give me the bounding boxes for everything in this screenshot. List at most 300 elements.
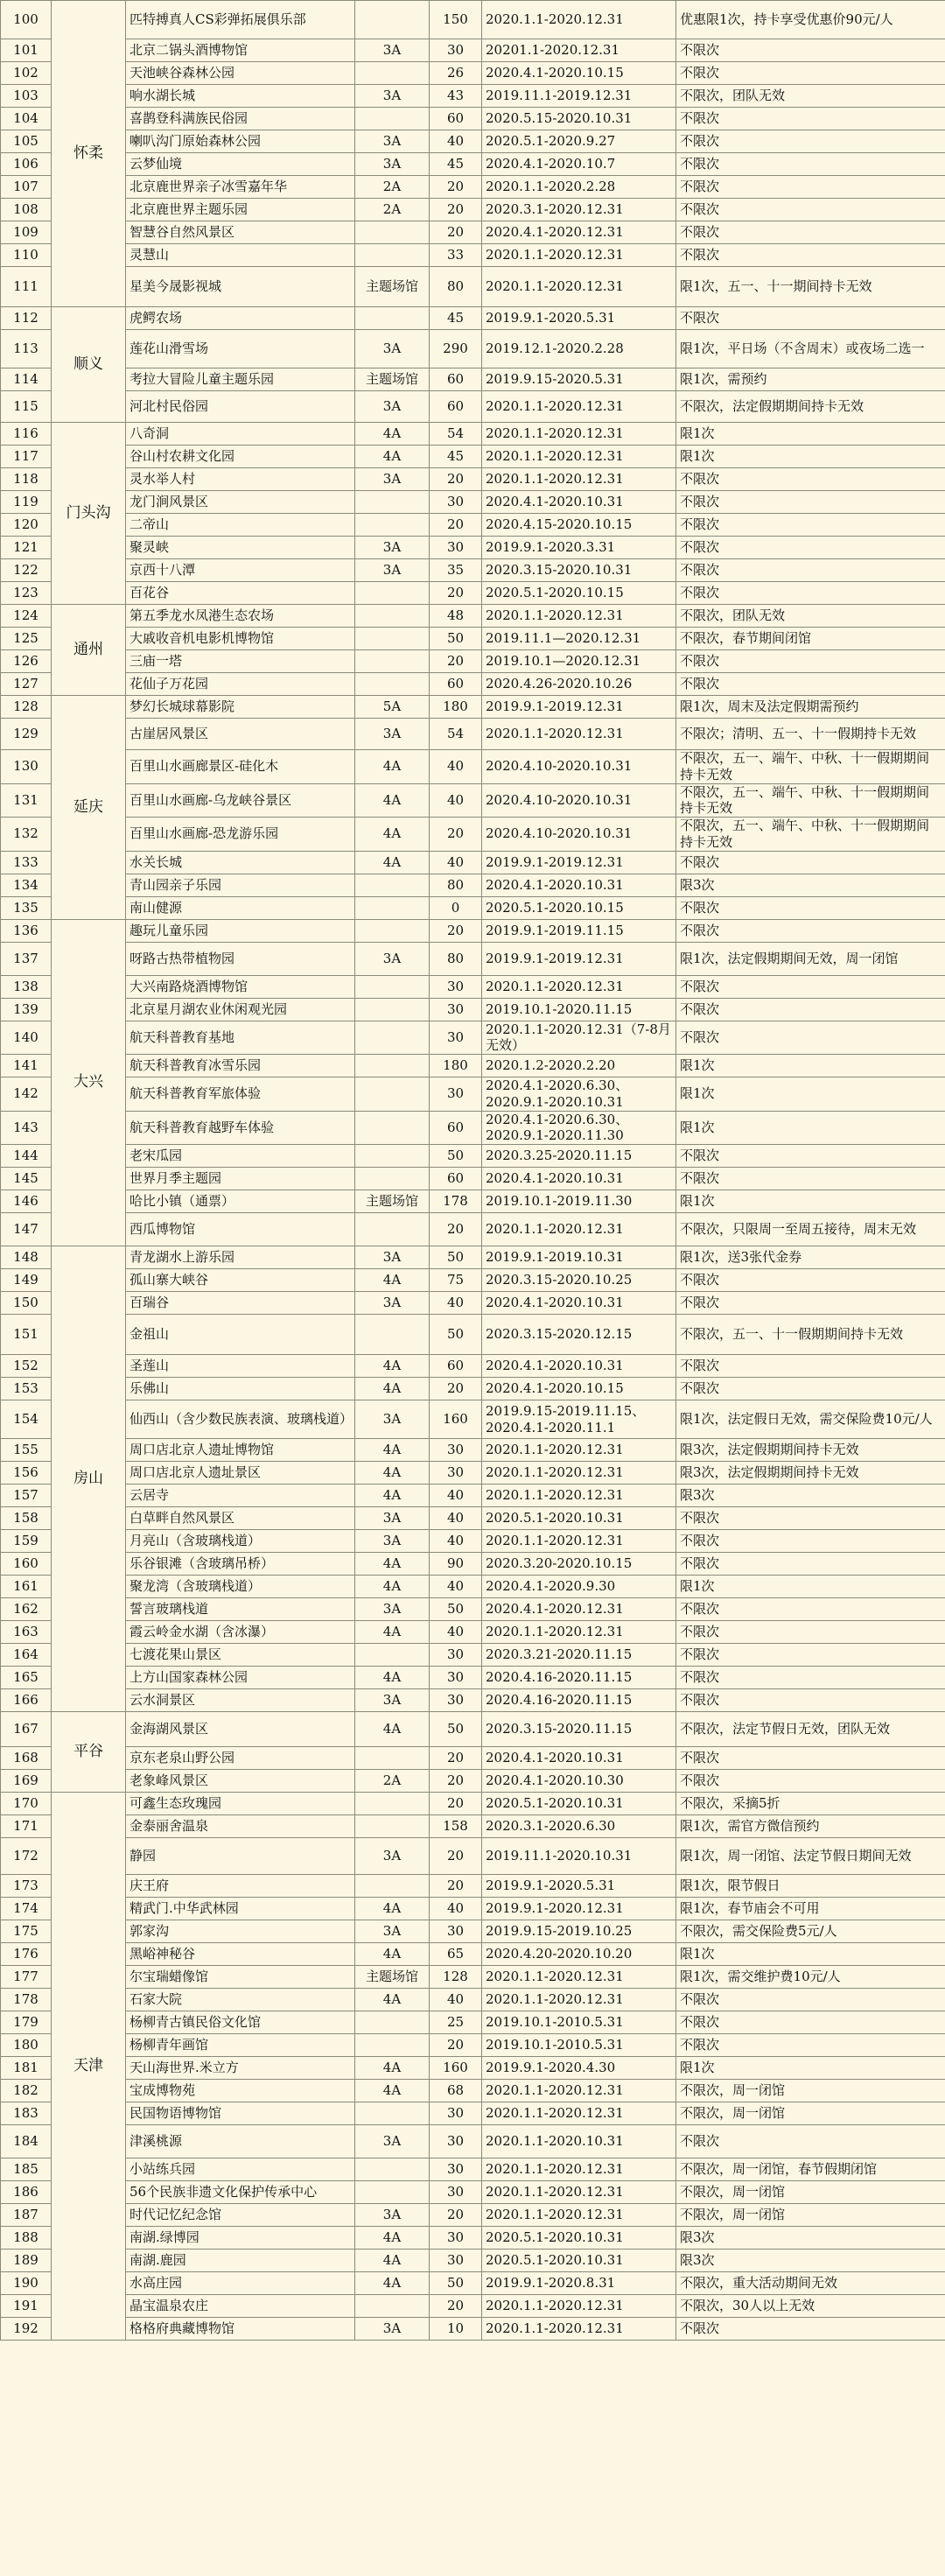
attraction-name-cell: 周口店北京人遗址博物馆 bbox=[126, 1439, 355, 1462]
price-cell: 0 bbox=[430, 896, 482, 919]
table-row bbox=[1, 369, 945, 391]
table-row bbox=[1, 1145, 945, 1168]
price-cell: 20 bbox=[430, 650, 482, 673]
valid-period-cell: 2020.3.21-2020.11.15 bbox=[482, 1644, 676, 1667]
price-cell: 20 bbox=[430, 582, 482, 605]
district-cell: 平谷 bbox=[52, 1712, 126, 1793]
valid-period-cell: 2020.1.1-2020.12.31 bbox=[482, 605, 676, 628]
usage-note-cell: 不限次 bbox=[676, 1355, 945, 1378]
valid-period-cell: 2020.4.1-2020.10.31 bbox=[482, 491, 676, 514]
level-cell: 3A bbox=[355, 1838, 430, 1875]
attraction-name-cell: 云水洞景区 bbox=[126, 1689, 355, 1712]
level-cell: 4A bbox=[355, 750, 430, 784]
attraction-name-cell: 誓言玻璃栈道 bbox=[126, 1598, 355, 1621]
usage-note-cell: 不限次 bbox=[676, 998, 945, 1021]
usage-note-cell: 不限次 bbox=[676, 39, 945, 62]
level-cell: 3A bbox=[355, 1507, 430, 1530]
valid-period-cell: 2020.4.1-2020.12.31 bbox=[482, 1598, 676, 1621]
usage-note-cell: 不限次 bbox=[676, 108, 945, 130]
attraction-name-cell: 百里山水画廊-恐龙游乐园 bbox=[126, 818, 355, 852]
level-cell: 3A bbox=[355, 537, 430, 559]
price-cell: 20 bbox=[430, 1838, 482, 1875]
attraction-name-cell: 天山海世界.米立方 bbox=[126, 2057, 355, 2080]
usage-note-cell: 限1次 bbox=[676, 1077, 945, 1112]
price-cell: 160 bbox=[430, 2057, 482, 2080]
table-row bbox=[1, 559, 945, 582]
attraction-name-cell: 北京鹿世界亲子冰雪嘉年华 bbox=[126, 176, 355, 199]
table-row bbox=[1, 2272, 945, 2295]
price-cell: 40 bbox=[430, 1292, 482, 1315]
row-number-cell: 143 bbox=[1, 1111, 52, 1145]
level-cell bbox=[355, 1168, 430, 1190]
level-cell: 3A bbox=[355, 1292, 430, 1315]
attraction-name-cell: 石家大院 bbox=[126, 1989, 355, 2011]
row-number-cell: 169 bbox=[1, 1770, 52, 1793]
price-cell: 160 bbox=[430, 1400, 482, 1439]
level-cell: 3A bbox=[355, 330, 430, 369]
price-cell: 30 bbox=[430, 2181, 482, 2204]
usage-note-cell: 不限次 bbox=[676, 1530, 945, 1553]
level-cell bbox=[355, 2034, 430, 2057]
level-cell: 3A bbox=[355, 468, 430, 491]
valid-period-cell: 2020.1.2-2020.2.20 bbox=[482, 1055, 676, 1077]
price-cell: 40 bbox=[430, 130, 482, 153]
usage-note-cell: 限3次 bbox=[676, 874, 945, 896]
row-number-cell: 140 bbox=[1, 1021, 52, 1055]
attraction-name-cell: 谷山村农耕文化园 bbox=[126, 446, 355, 468]
level-cell: 3A bbox=[355, 942, 430, 975]
price-cell: 20 bbox=[430, 2204, 482, 2227]
attraction-name-cell: 水关长城 bbox=[126, 851, 355, 874]
level-cell: 2A bbox=[355, 199, 430, 221]
usage-note-cell: 限3次 bbox=[676, 2227, 945, 2250]
table-row bbox=[1, 2034, 945, 2057]
row-number-cell: 123 bbox=[1, 582, 52, 605]
valid-period-cell: 2020.4.10-2020.10.31 bbox=[482, 783, 676, 818]
table-row bbox=[1, 1055, 945, 1077]
usage-note-cell: 不限次 bbox=[676, 514, 945, 537]
table-row bbox=[1, 975, 945, 998]
table-row bbox=[1, 942, 945, 975]
table-row bbox=[1, 1793, 945, 1815]
district-cell: 天津 bbox=[52, 1793, 126, 2341]
row-number-cell: 134 bbox=[1, 874, 52, 896]
table-row bbox=[1, 2318, 945, 2341]
price-cell: 80 bbox=[430, 942, 482, 975]
attraction-name-cell: 虎鳄农场 bbox=[126, 307, 355, 330]
valid-period-cell: 2019.9.1-2019.12.31 bbox=[482, 942, 676, 975]
price-cell: 30 bbox=[430, 1689, 482, 1712]
price-cell: 45 bbox=[430, 446, 482, 468]
row-number-cell: 148 bbox=[1, 1246, 52, 1269]
row-number-cell: 147 bbox=[1, 1213, 52, 1246]
price-cell: 20 bbox=[430, 1875, 482, 1898]
valid-period-cell: 2020.5.1-2020.9.27 bbox=[482, 130, 676, 153]
price-cell: 60 bbox=[430, 673, 482, 696]
valid-period-cell: 2020.1.1-2020.12.31 bbox=[482, 423, 676, 446]
table-row bbox=[1, 307, 945, 330]
level-cell bbox=[355, 1315, 430, 1355]
usage-note-cell: 不限次 bbox=[676, 2011, 945, 2034]
level-cell: 4A bbox=[355, 2057, 430, 2080]
valid-period-cell: 2020.1.1-2020.12.31 bbox=[482, 1621, 676, 1644]
usage-note-cell: 不限次；清明、五一、十一假期持卡无效 bbox=[676, 719, 945, 750]
price-cell: 30 bbox=[430, 998, 482, 1021]
table-row bbox=[1, 2181, 945, 2204]
table-body bbox=[1, 1, 945, 2341]
valid-period-cell: 2020.3.25-2020.11.15 bbox=[482, 1145, 676, 1168]
table-row bbox=[1, 85, 945, 108]
price-cell: 30 bbox=[430, 491, 482, 514]
valid-period-cell: 2020.3.15-2020.11.15 bbox=[482, 1712, 676, 1747]
table-row bbox=[1, 1815, 945, 1838]
row-number-cell: 174 bbox=[1, 1898, 52, 1920]
level-cell bbox=[355, 307, 430, 330]
price-cell: 10 bbox=[430, 2318, 482, 2341]
usage-note-cell: 限1次，春节庙会不可用 bbox=[676, 1898, 945, 1920]
row-number-cell: 102 bbox=[1, 62, 52, 85]
price-cell: 30 bbox=[430, 1920, 482, 1943]
price-cell: 20 bbox=[430, 1747, 482, 1770]
level-cell bbox=[355, 919, 430, 942]
usage-note-cell: 不限次，五一、端午、中秋、十一假期期间持卡无效 bbox=[676, 750, 945, 784]
valid-period-cell: 2020.4.1-2020.10.15 bbox=[482, 1378, 676, 1400]
valid-period-cell: 2020.1.1-2020.12.31 bbox=[482, 2295, 676, 2318]
row-number-cell: 118 bbox=[1, 468, 52, 491]
valid-period-cell: 2020.1.1-2020.12.31 bbox=[482, 2102, 676, 2125]
attraction-name-cell: 梦幻长城球幕影院 bbox=[126, 696, 355, 719]
valid-period-cell: 2020.1.1-2020.12.31 bbox=[482, 1966, 676, 1989]
table-row bbox=[1, 1485, 945, 1507]
valid-period-cell: 2020.5.1-2020.10.15 bbox=[482, 896, 676, 919]
price-cell: 150 bbox=[430, 1, 482, 39]
row-number-cell: 133 bbox=[1, 851, 52, 874]
table-row bbox=[1, 267, 945, 307]
price-cell: 30 bbox=[430, 1462, 482, 1485]
table-row bbox=[1, 39, 945, 62]
level-cell: 4A bbox=[355, 818, 430, 852]
usage-note-cell: 不限次，法定假期期间持卡无效 bbox=[676, 391, 945, 423]
usage-note-cell: 优惠限1次，持卡享受优惠价90元/人 bbox=[676, 1, 945, 39]
usage-note-cell: 不限次，团队无效 bbox=[676, 605, 945, 628]
usage-note-cell: 限1次 bbox=[676, 1943, 945, 1966]
usage-note-cell: 不限次 bbox=[676, 919, 945, 942]
usage-note-cell: 不限次 bbox=[676, 2318, 945, 2341]
table-row bbox=[1, 1021, 945, 1055]
district-cell: 延庆 bbox=[52, 696, 126, 920]
attraction-name-cell: 聚龙湾（含玻璃栈道） bbox=[126, 1576, 355, 1598]
table-row bbox=[1, 1, 945, 39]
table-row bbox=[1, 2227, 945, 2250]
level-cell bbox=[355, 491, 430, 514]
level-cell: 3A bbox=[355, 1920, 430, 1943]
valid-period-cell: 2019.11.1—2020.12.31 bbox=[482, 628, 676, 650]
level-cell: 4A bbox=[355, 1269, 430, 1292]
valid-period-cell: 2020.4.1-2020.6.30、2020.9.1-2020.10.31 bbox=[482, 1077, 676, 1112]
row-number-cell: 152 bbox=[1, 1355, 52, 1378]
price-cell: 40 bbox=[430, 1576, 482, 1598]
valid-period-cell: 2020.1.1-2020.12.31 bbox=[482, 2080, 676, 2102]
attraction-name-cell: 乐佛山 bbox=[126, 1378, 355, 1400]
price-cell: 40 bbox=[430, 1485, 482, 1507]
valid-period-cell: 2019.9.1-2019.12.31 bbox=[482, 851, 676, 874]
valid-period-cell: 2020.1.1-2020.12.31 bbox=[482, 267, 676, 307]
row-number-cell: 117 bbox=[1, 446, 52, 468]
attraction-name-cell: 百里山水画廊景区-硅化木 bbox=[126, 750, 355, 784]
valid-period-cell: 2020.3.1-2020.6.30 bbox=[482, 1815, 676, 1838]
price-cell: 50 bbox=[430, 1315, 482, 1355]
table-row bbox=[1, 1875, 945, 1898]
valid-period-cell: 2020.1.1-2020.12.31 bbox=[482, 244, 676, 267]
valid-period-cell: 2020.4.1-2020.6.30、2020.9.1-2020.11.30 bbox=[482, 1111, 676, 1145]
table-row bbox=[1, 1355, 945, 1378]
valid-period-cell: 2020.1.1-2020.12.31 bbox=[482, 2181, 676, 2204]
usage-note-cell: 不限次，周一闭馆，春节假期闭馆 bbox=[676, 2158, 945, 2181]
level-cell: 主题场馆 bbox=[355, 1966, 430, 1989]
table-row bbox=[1, 783, 945, 818]
row-number-cell: 186 bbox=[1, 2181, 52, 2204]
usage-note-cell: 不限次，周一闭馆 bbox=[676, 2181, 945, 2204]
attraction-name-cell: 杨柳青年画馆 bbox=[126, 2034, 355, 2057]
attraction-name-cell: 航天科普教育军旅体验 bbox=[126, 1077, 355, 1112]
table-row bbox=[1, 108, 945, 130]
level-cell bbox=[355, 628, 430, 650]
row-number-cell: 146 bbox=[1, 1190, 52, 1213]
table-row bbox=[1, 1712, 945, 1747]
row-number-cell: 185 bbox=[1, 2158, 52, 2181]
price-cell: 54 bbox=[430, 423, 482, 446]
attraction-name-cell: 乐谷银滩（含玻璃吊桥） bbox=[126, 1553, 355, 1576]
price-cell: 80 bbox=[430, 874, 482, 896]
usage-note-cell: 限1次，法定假期期间无效，周一闭馆 bbox=[676, 942, 945, 975]
level-cell bbox=[355, 2102, 430, 2125]
row-number-cell: 173 bbox=[1, 1875, 52, 1898]
price-cell: 50 bbox=[430, 1598, 482, 1621]
row-number-cell: 182 bbox=[1, 2080, 52, 2102]
table-row bbox=[1, 2080, 945, 2102]
price-cell: 54 bbox=[430, 719, 482, 750]
price-cell: 75 bbox=[430, 1269, 482, 1292]
usage-note-cell: 不限次，周一闭馆 bbox=[676, 2204, 945, 2227]
valid-period-cell: 2020.1.1-2020.12.31 bbox=[482, 2318, 676, 2341]
valid-period-cell: 2020.4.10-2020.10.31 bbox=[482, 818, 676, 852]
usage-note-cell: 限1次，需交维护费10元/人 bbox=[676, 1966, 945, 1989]
valid-period-cell: 2019.11.1-2020.10.31 bbox=[482, 1838, 676, 1875]
row-number-cell: 129 bbox=[1, 719, 52, 750]
usage-note-cell: 不限次 bbox=[676, 1621, 945, 1644]
table-row bbox=[1, 537, 945, 559]
level-cell: 4A bbox=[355, 1439, 430, 1462]
valid-period-cell: 2020.4.1-2020.10.30 bbox=[482, 1770, 676, 1793]
usage-note-cell: 不限次，春节期间闭馆 bbox=[676, 628, 945, 650]
table-row bbox=[1, 582, 945, 605]
valid-period-cell: 2020.3.20-2020.10.15 bbox=[482, 1553, 676, 1576]
price-cell: 30 bbox=[430, 39, 482, 62]
attraction-name-cell: 世界月季主题园 bbox=[126, 1168, 355, 1190]
level-cell: 4A bbox=[355, 1712, 430, 1747]
row-number-cell: 187 bbox=[1, 2204, 52, 2227]
price-cell: 30 bbox=[430, 2250, 482, 2272]
price-cell: 40 bbox=[430, 1507, 482, 1530]
table-row bbox=[1, 673, 945, 696]
usage-note-cell: 不限次 bbox=[676, 2034, 945, 2057]
usage-note-cell: 不限次 bbox=[676, 851, 945, 874]
valid-period-cell: 2019.9.1-2019.10.31 bbox=[482, 1246, 676, 1269]
attraction-name-cell: 杨柳青古镇民俗文化馆 bbox=[126, 2011, 355, 2034]
level-cell bbox=[355, 1793, 430, 1815]
attraction-name-cell: 龙门涧风景区 bbox=[126, 491, 355, 514]
attraction-name-cell: 航天科普教育基地 bbox=[126, 1021, 355, 1055]
attraction-name-cell: 京西十八潭 bbox=[126, 559, 355, 582]
level-cell bbox=[355, 1077, 430, 1112]
level-cell: 3A bbox=[355, 1689, 430, 1712]
row-number-cell: 162 bbox=[1, 1598, 52, 1621]
usage-note-cell: 限1次 bbox=[676, 1190, 945, 1213]
valid-period-cell: 2020.1.1-2020.12.31 bbox=[482, 1462, 676, 1485]
attraction-name-cell: 宝成博物苑 bbox=[126, 2080, 355, 2102]
attraction-name-cell: 圣莲山 bbox=[126, 1355, 355, 1378]
row-number-cell: 190 bbox=[1, 2272, 52, 2295]
attraction-name-cell: 航天科普教育越野车体验 bbox=[126, 1111, 355, 1145]
table-row bbox=[1, 998, 945, 1021]
attraction-name-cell: 喜鹊登科满族民俗园 bbox=[126, 108, 355, 130]
attraction-name-cell: 青龙湖水上游乐园 bbox=[126, 1246, 355, 1269]
level-cell bbox=[355, 673, 430, 696]
row-number-cell: 104 bbox=[1, 108, 52, 130]
level-cell: 3A bbox=[355, 719, 430, 750]
price-cell: 60 bbox=[430, 391, 482, 423]
valid-period-cell: 2020.1.1-2020.2.28 bbox=[482, 176, 676, 199]
attraction-name-cell: 三庙一塔 bbox=[126, 650, 355, 673]
usage-note-cell: 不限次，法定节假日无效，团队无效 bbox=[676, 1712, 945, 1747]
usage-note-cell: 不限次 bbox=[676, 537, 945, 559]
usage-note-cell: 限1次，送3张代金券 bbox=[676, 1246, 945, 1269]
row-number-cell: 150 bbox=[1, 1292, 52, 1315]
price-cell: 45 bbox=[430, 153, 482, 176]
row-number-cell: 141 bbox=[1, 1055, 52, 1077]
attraction-name-cell: 七渡花果山景区 bbox=[126, 1644, 355, 1667]
table-row bbox=[1, 1838, 945, 1875]
row-number-cell: 172 bbox=[1, 1838, 52, 1875]
valid-period-cell: 2020.5.1-2020.10.31 bbox=[482, 2250, 676, 2272]
row-number-cell: 165 bbox=[1, 1667, 52, 1689]
level-cell bbox=[355, 2158, 430, 2181]
valid-period-cell: 2020.4.1-2020.12.31 bbox=[482, 221, 676, 244]
row-number-cell: 139 bbox=[1, 998, 52, 1021]
table-row bbox=[1, 1400, 945, 1439]
valid-period-cell: 2020.1.1-2020.12.31（7-8月无效） bbox=[482, 1021, 676, 1055]
level-cell bbox=[355, 975, 430, 998]
usage-note-cell: 不限次 bbox=[676, 307, 945, 330]
attraction-name-cell: 智慧谷自然风景区 bbox=[126, 221, 355, 244]
level-cell: 4A bbox=[355, 1898, 430, 1920]
table-row bbox=[1, 1462, 945, 1485]
row-number-cell: 161 bbox=[1, 1576, 52, 1598]
table-row bbox=[1, 130, 945, 153]
level-cell: 3A bbox=[355, 39, 430, 62]
usage-note-cell: 不限次 bbox=[676, 1598, 945, 1621]
usage-note-cell: 限1次 bbox=[676, 423, 945, 446]
price-cell: 40 bbox=[430, 1530, 482, 1553]
level-cell: 3A bbox=[355, 2125, 430, 2158]
valid-period-cell: 2020.1.1-2020.12.31 bbox=[482, 1439, 676, 1462]
table-row bbox=[1, 176, 945, 199]
row-number-cell: 106 bbox=[1, 153, 52, 176]
table-row bbox=[1, 1598, 945, 1621]
attraction-name-cell: 金海湖风景区 bbox=[126, 1712, 355, 1747]
table-row bbox=[1, 1689, 945, 1712]
attraction-name-cell: 二帝山 bbox=[126, 514, 355, 537]
valid-period-cell: 2019.9.1-2019.12.31 bbox=[482, 696, 676, 719]
valid-period-cell: 20201.1-2020.12.31 bbox=[482, 39, 676, 62]
table-row bbox=[1, 62, 945, 85]
usage-note-cell: 不限次，五一、端午、中秋、十一假期期间持卡无效 bbox=[676, 783, 945, 818]
table-row bbox=[1, 2250, 945, 2272]
row-number-cell: 181 bbox=[1, 2057, 52, 2080]
attraction-name-cell: 格格府典藏博物馆 bbox=[126, 2318, 355, 2341]
row-number-cell: 168 bbox=[1, 1747, 52, 1770]
attraction-name-cell: 考拉大冒险儿童主题乐园 bbox=[126, 369, 355, 391]
row-number-cell: 122 bbox=[1, 559, 52, 582]
price-cell: 40 bbox=[430, 851, 482, 874]
attraction-name-cell: 孤山寨大峡谷 bbox=[126, 1269, 355, 1292]
district-cell: 房山 bbox=[52, 1246, 126, 1712]
level-cell: 4A bbox=[355, 2080, 430, 2102]
price-cell: 20 bbox=[430, 2034, 482, 2057]
level-cell bbox=[355, 514, 430, 537]
valid-period-cell: 2020.1.1-2020.12.31 bbox=[482, 391, 676, 423]
table-row bbox=[1, 851, 945, 874]
level-cell bbox=[355, 2181, 430, 2204]
usage-note-cell: 不限次，五一、十一假期期间持卡无效 bbox=[676, 1315, 945, 1355]
usage-note-cell: 不限次，周一闭馆 bbox=[676, 2080, 945, 2102]
price-cell: 20 bbox=[430, 1213, 482, 1246]
usage-note-cell: 不限次 bbox=[676, 1292, 945, 1315]
row-number-cell: 109 bbox=[1, 221, 52, 244]
attraction-name-cell: 航天科普教育冰雪乐园 bbox=[126, 1055, 355, 1077]
attraction-name-cell: 河北村民俗园 bbox=[126, 391, 355, 423]
price-cell: 35 bbox=[430, 559, 482, 582]
level-cell: 4A bbox=[355, 1553, 430, 1576]
usage-note-cell: 不限次 bbox=[676, 1168, 945, 1190]
valid-period-cell: 2020.4.1-2020.10.31 bbox=[482, 874, 676, 896]
usage-note-cell: 不限次 bbox=[676, 1747, 945, 1770]
row-number-cell: 112 bbox=[1, 307, 52, 330]
usage-note-cell: 限1次，限节假日 bbox=[676, 1875, 945, 1898]
attraction-name-cell: 尔宝瑞蜡像馆 bbox=[126, 1966, 355, 1989]
row-number-cell: 132 bbox=[1, 818, 52, 852]
table-row bbox=[1, 1621, 945, 1644]
price-cell: 45 bbox=[430, 307, 482, 330]
attraction-name-cell: 喇叭沟门原始森林公园 bbox=[126, 130, 355, 153]
valid-period-cell: 2020.4.15-2020.10.15 bbox=[482, 514, 676, 537]
district-cell: 大兴 bbox=[52, 919, 126, 1246]
row-number-cell: 121 bbox=[1, 537, 52, 559]
attraction-name-cell: 月亮山（含玻璃栈道） bbox=[126, 1530, 355, 1553]
price-cell: 90 bbox=[430, 1553, 482, 1576]
usage-note-cell: 限3次，法定假期期间持卡无效 bbox=[676, 1462, 945, 1485]
usage-note-cell: 限1次 bbox=[676, 446, 945, 468]
table-row bbox=[1, 1507, 945, 1530]
table-row bbox=[1, 1920, 945, 1943]
level-cell: 4A bbox=[355, 1667, 430, 1689]
row-number-cell: 171 bbox=[1, 1815, 52, 1838]
table-row bbox=[1, 1190, 945, 1213]
usage-note-cell: 限1次 bbox=[676, 1055, 945, 1077]
attraction-name-cell: 云居寺 bbox=[126, 1485, 355, 1507]
valid-period-cell: 2020.4.26-2020.10.26 bbox=[482, 673, 676, 696]
valid-period-cell: 2019.10.1—2020.12.31 bbox=[482, 650, 676, 673]
